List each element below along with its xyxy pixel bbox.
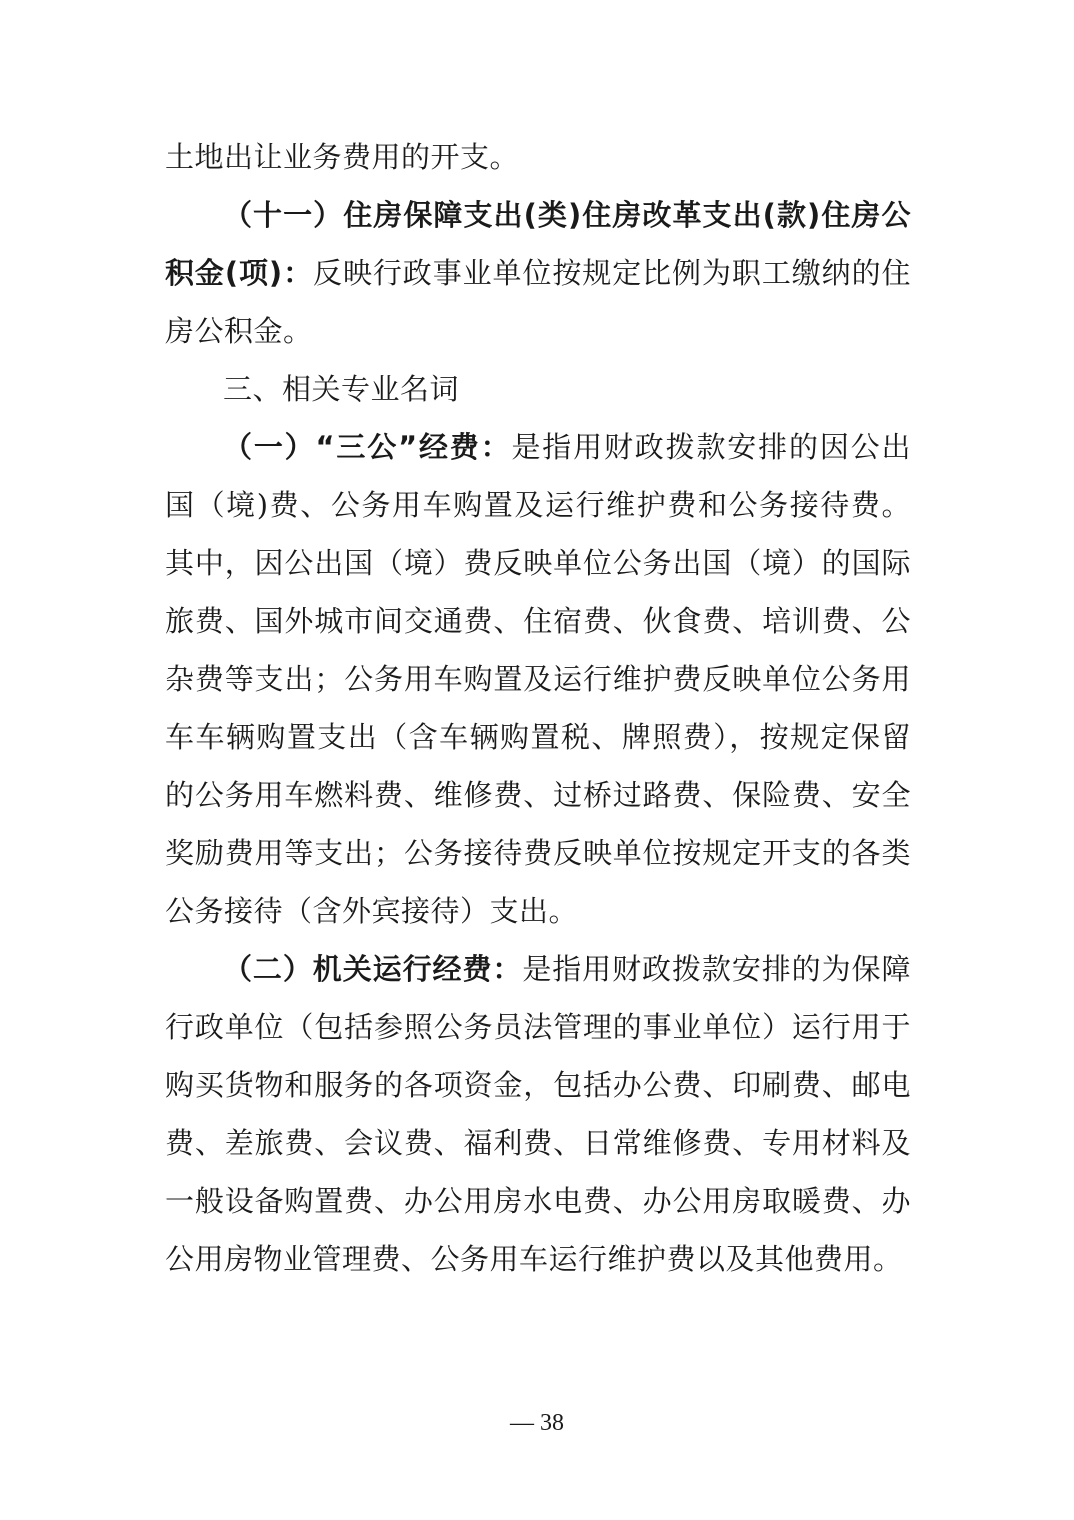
paragraph-housing-fund [165,186,911,360]
item-title: （二）机关运行经费： [223,952,523,986]
document-body [165,128,911,1288]
paragraph-three-public-expenses [165,418,911,940]
section-heading: 三、相关专业名词 [223,372,460,406]
paragraph-continuation [165,128,911,186]
paragraph-text: 是指用财政拨款安排的因公出国（境)费、公务用车购置及运行维护费和公务接待费。其中，因公出国（境）费反映单位公务出国（境）的国际旅费、国外城市间交通费、住宿费、伙食费、培训费、公杂费等支出；公务用车购置及运行维护费反映单位公务用车车辆购置支出（含车辆购置税、牌照费），按规定保留的公务用车燃料费、维修费、过桥过路费、保险费、安全奖励费用等支出；公务接待费反映单位按规定开支的各类公务接待（含外宾接待）支出。 [165,430,911,928]
paragraph-operating-expenses [165,940,911,1288]
paragraph-text: 反映行政事业单位按规定比例为职工缴纳的住房公积金。 [165,256,911,348]
item-title: （一）“三公”经费： [223,430,512,464]
item-title: （十一）住房保障支出(类)住房改革支出(款)住房公积金(项)： [165,198,911,290]
paragraph-text: 土地出让业务费用的开支。 [165,140,520,174]
paragraph-text: 是指用财政拨款安排的为保障行政单位（包括参照公务员法管理的事业单位）运行用于购买货物和服务的各项资金，包括办公费、印刷费、邮电费、差旅费、会议费、福利费、日常维修费、专用材料及一般设备购置费、办公用房水电费、办公用房取暖费、办公用房物业管理费、公务用车运行维护费以及其他费用。 [165,952,911,1276]
page-number: — 38 [510,1410,564,1436]
